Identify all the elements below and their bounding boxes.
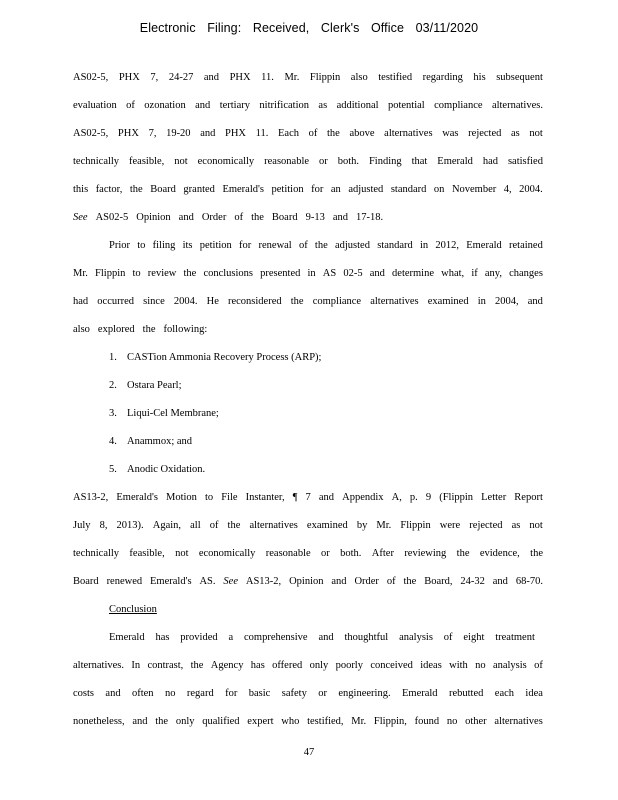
list-item	[73, 406, 543, 434]
text-line: AS13-2, Emerald's Motion to File Instanter, ¶ 7 and Appendix A, p. 9 (Flippin Letter Report	[73, 492, 543, 503]
text-line: this factor, the Board granted Emerald's petition for an adjusted standard on November 4, 2004.	[73, 184, 543, 195]
list-text: Anammox; and	[127, 436, 193, 447]
document-body	[73, 70, 543, 742]
filing-header: Electronic Filing: Received, Clerk's Office 03/11/2020	[139, 21, 479, 35]
list-number: 4.	[109, 436, 117, 447]
list-item	[73, 378, 543, 406]
list-text: Anodic Oxidation.	[127, 464, 206, 475]
text-line: had occurred since 2004. He reconsidered the compliance alternatives examined in 2004, and	[73, 296, 543, 307]
list-number: 1.	[109, 352, 117, 363]
section-heading-row	[73, 602, 543, 630]
text-line: Emerald has provided a comprehensive and thoughtful analysis of eight treatment	[109, 632, 535, 643]
text-line: evaluation of ozonation and tertiary nitrification as additional potential compliance alternatives.	[73, 100, 543, 111]
list-number: 5.	[109, 464, 117, 475]
list-number: 2.	[109, 380, 117, 391]
page-number: 47	[303, 747, 315, 758]
text-line: July 8, 2013). Again, all of the alternatives examined by Mr. Flippin were rejected as not	[73, 520, 543, 531]
text-line: See AS02-5 Opinion and Order of the Board 9-13 and 17-18.	[73, 212, 384, 223]
list-item	[73, 350, 543, 378]
text-line: technically feasible, not economically reasonable or both. After reviewing the evidence, the	[73, 548, 543, 559]
list-text: CASTion Ammonia Recovery Process (ARP);	[127, 352, 322, 363]
list-text: Ostara Pearl;	[127, 380, 182, 391]
conclusion-heading: Conclusion	[109, 604, 157, 615]
text-line: alternatives. In contrast, the Agency has offered only poorly conceived ideas with no analysis of	[73, 660, 543, 671]
text-line: Prior to filing its petition for renewal of the adjusted standard in 2012, Emerald retained	[109, 240, 543, 251]
text-line: Board renewed Emerald's AS. See AS13-2, Opinion and Order of the Board, 24-32 and 68-70.	[73, 576, 543, 587]
list-item	[73, 462, 543, 490]
text-line: nonetheless, and the only qualified expert who testified, Mr. Flippin, found no other alternatives	[73, 716, 543, 727]
list-text: Liqui-Cel Membrane;	[127, 408, 219, 419]
text-line: technically feasible, not economically reasonable or both. Finding that Emerald had satisfied	[73, 156, 543, 167]
text-line: Mr. Flippin to review the conclusions presented in AS 02-5 and determine what, if any, changes	[73, 268, 543, 279]
text-line: costs and often no regard for basic safety or engineering. Emerald rebutted each idea	[73, 688, 543, 699]
text-line: AS02-5, PHX 7, 24-27 and PHX 11. Mr. Flippin also testified regarding his subsequent	[73, 72, 543, 83]
text-line: also explored the following:	[73, 324, 208, 335]
list-item	[73, 434, 543, 462]
text-line: AS02-5, PHX 7, 19-20 and PHX 11. Each of the above alternatives was rejected as not	[73, 128, 543, 139]
list-number: 3.	[109, 408, 117, 419]
